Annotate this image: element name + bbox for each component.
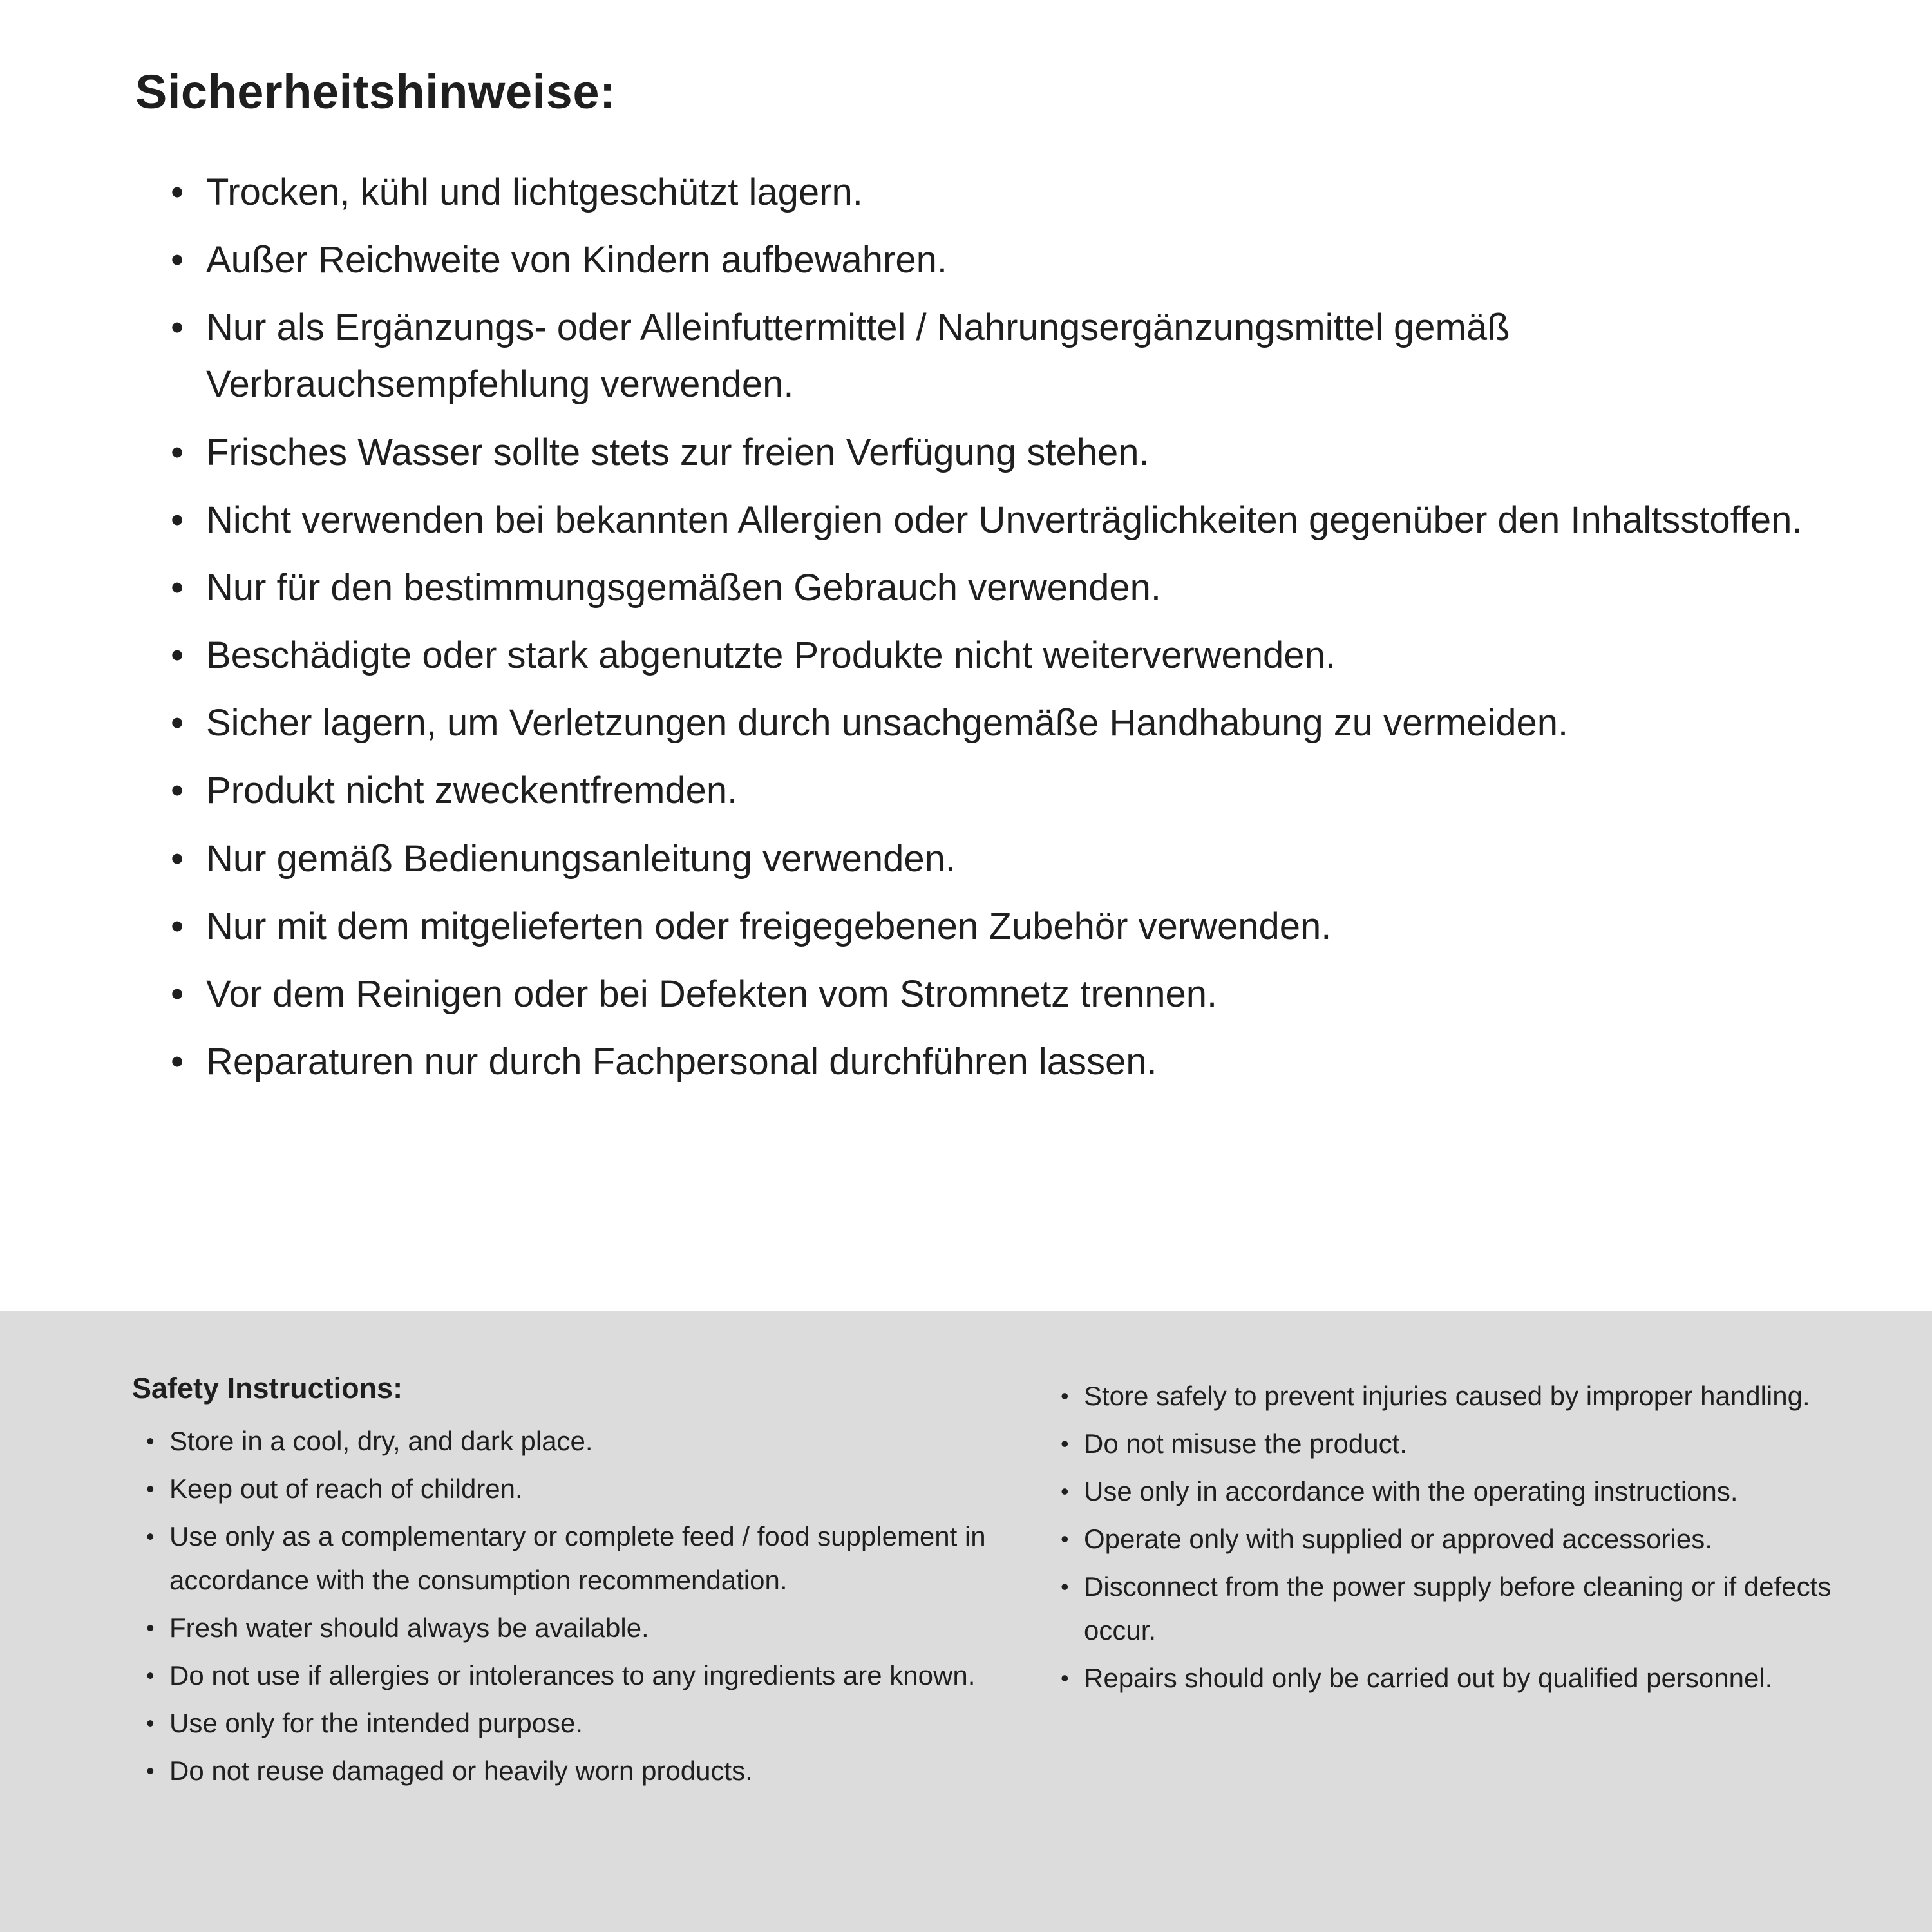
- list-item: • Nur gemäß Bedienungsanleitung verwenden.: [171, 831, 1816, 887]
- list-item: • Do not reuse damaged or heavily worn products.: [146, 1749, 989, 1793]
- list-item: • Außer Reichweite von Kindern aufbewahren.: [171, 232, 1816, 289]
- english-safety-section: [0, 1311, 1932, 1932]
- list-item: • Disconnect from the power supply before cleaning or if defects occur.: [1061, 1565, 1835, 1653]
- list-item: • Nicht verwenden bei bekannten Allergien oder Unverträglichkeiten gegenüber den Inhaltsstoffen.: [171, 492, 1816, 549]
- list-item: • Repairs should only be carried out by qualified personnel.: [1061, 1656, 1835, 1700]
- english-safety-list-right: [1046, 1374, 1835, 1700]
- list-item: • Do not use if allergies or intolerances to any ingredients are known.: [146, 1654, 989, 1698]
- list-item: • Beschädigte oder stark abgenutzte Produkte nicht weiterverwenden.: [171, 627, 1816, 684]
- list-item: • Nur als Ergänzungs- oder Alleinfuttermittel / Nahrungsergänzungsmittel gemäß Verbrauchsempfehlung verwenden.: [171, 299, 1816, 413]
- list-item: • Use only for the intended purpose.: [146, 1701, 989, 1745]
- list-item: • Produkt nicht zweckentfremden.: [171, 762, 1816, 819]
- english-section-title: Safety Instructions:: [132, 1372, 403, 1405]
- list-item: • Use only as a complementary or complete feed / food supplement in accordance with the consumption recommendation.: [146, 1515, 989, 1602]
- list-item: • Do not misuse the product.: [1061, 1422, 1835, 1466]
- english-safety-list-left: [132, 1419, 989, 1793]
- list-item: • Store safely to prevent injuries caused by improper handling.: [1061, 1374, 1835, 1418]
- list-item: • Keep out of reach of children.: [146, 1467, 989, 1511]
- list-item: • Operate only with supplied or approved accessories.: [1061, 1517, 1835, 1561]
- english-left-column: [132, 1372, 989, 1932]
- list-item: • Fresh water should always be available.: [146, 1606, 989, 1650]
- list-item: • Use only in accordance with the operating instructions.: [1061, 1470, 1835, 1513]
- german-section-title: Sicherheitshinweise:: [135, 65, 616, 118]
- list-item: • Frisches Wasser sollte stets zur freien Verfügung stehen.: [171, 424, 1816, 481]
- english-right-column: [1046, 1372, 1835, 1932]
- list-item: • Nur mit dem mitgelieferten oder freigegebenen Zubehör verwenden.: [171, 898, 1816, 955]
- list-item: • Reparaturen nur durch Fachpersonal durchführen lassen.: [171, 1034, 1816, 1090]
- list-item: • Sicher lagern, um Verletzungen durch unsachgemäße Handhabung zu vermeiden.: [171, 695, 1816, 752]
- list-item: • Trocken, kühl und lichtgeschützt lagern.: [171, 164, 1816, 221]
- list-item: • Vor dem Reinigen oder bei Defekten vom Stromnetz trennen.: [171, 966, 1816, 1023]
- list-item: • Store in a cool, dry, and dark place.: [146, 1419, 989, 1463]
- list-item: • Nur für den bestimmungsgemäßen Gebrauch verwenden.: [171, 560, 1816, 616]
- german-safety-list: [135, 164, 1816, 1090]
